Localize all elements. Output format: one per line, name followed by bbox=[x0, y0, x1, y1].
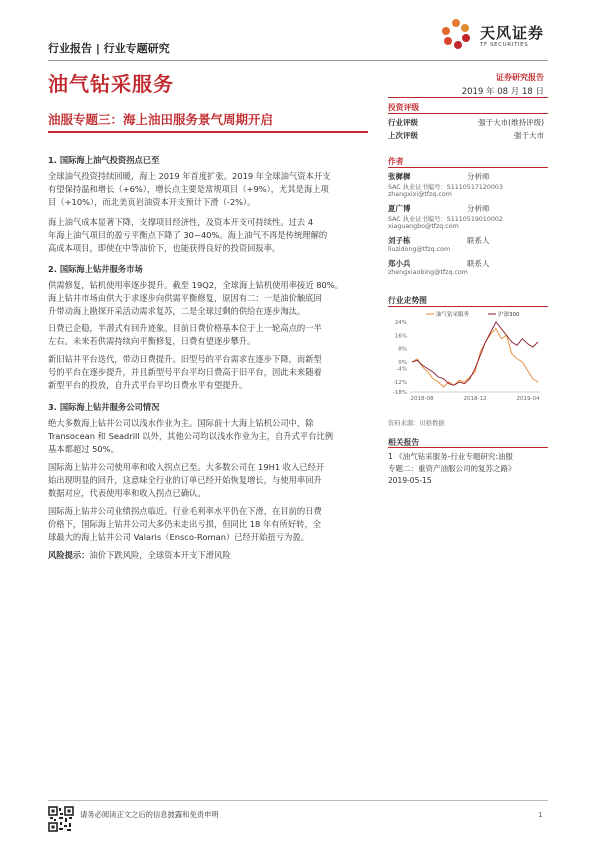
text-line: 价格下，国际海上钻井公司大多仍未走出亏损，但同比 18 年有所好转，全 bbox=[48, 519, 322, 530]
rating-label: 行业评级 bbox=[388, 118, 418, 127]
text-line: 全球油气投资持续回暖，海上 2019 年首度扩张。2019 年全球油气资本开支 bbox=[48, 171, 331, 181]
legend-label: 沪深300 bbox=[498, 312, 520, 318]
author-title: 联系人 bbox=[467, 236, 490, 245]
previous-rating-label: 上次评级 bbox=[388, 131, 418, 140]
text-line: 年海上油气项目的盈亏平衡点下降了 30~40%。海上油气不再是传统理解的 bbox=[48, 230, 328, 241]
text-line: 始出现明显的回升，这意味全行业的订单已经开始恢复增长，与使用率回升 bbox=[48, 475, 322, 486]
author-email[interactable]: zhengxiaobing@tfzq.com bbox=[388, 269, 468, 276]
y-tick-label: 8% bbox=[398, 346, 407, 353]
risk-label: 风险提示： bbox=[48, 550, 90, 560]
text-line: 升带动海上勘探开采活动需求复苏，二是全球过剩的供给在逐步淘汰。 bbox=[48, 306, 306, 317]
text-line: 球最大的海上钻井公司 Valaris（Ensco-Roman）已经开始扭亏为盈。 bbox=[48, 532, 309, 543]
text-line: 海上油气成本显著下降，支撑项目经济性，及资本开支可持续性。过去 4 bbox=[48, 217, 314, 227]
industry-trend-chart bbox=[388, 308, 548, 408]
text-line: 号的平台在逐步提升，并且新型号平台平均日费高于旧平台，因此未来随着 bbox=[48, 367, 322, 378]
logo-name: 天风证券 bbox=[480, 24, 545, 42]
text-line: 国际海上钻井公司使用率和收入拐点已至。大多数公司在 19H1 收入已经开 bbox=[48, 462, 325, 472]
related-line: 专题二：重资产油服公司的复苏之路》 bbox=[388, 464, 516, 473]
section-3-paragraph-2 bbox=[48, 461, 373, 501]
section-2-paragraph-1 bbox=[48, 279, 373, 319]
section-3-paragraph-3 bbox=[48, 505, 373, 545]
date-divider bbox=[388, 97, 548, 98]
x-tick-label: 2018-08 bbox=[410, 396, 434, 402]
qr-code-icon bbox=[48, 806, 74, 832]
text-line: 有望保持温和增长（+6%），增长点主要是常规项目（+9%），尤其是海上项 bbox=[48, 184, 329, 195]
y-tick-label: -12% bbox=[392, 380, 407, 386]
section-heading-2: 2. 国际海上钻井服务市场 bbox=[48, 264, 143, 274]
report-subtitle: 油服专题三：海上油田服务景气周期开启 bbox=[48, 112, 274, 127]
author-sac: SAC 执业证书编号：S1110519010002 bbox=[388, 216, 503, 223]
text-line: 海上钻井市场由供大于求逐步向供需平衡修复，原因有二：一是油价触底回 bbox=[48, 293, 322, 304]
x-tick-label: 2019-04 bbox=[516, 396, 540, 402]
text-line: 目（+10%），而北美页岩油资本开支预计下滑（-2%）。 bbox=[48, 197, 256, 208]
legend-label: 油气钻采服务 bbox=[436, 312, 470, 318]
x-tick-label: 2018-12 bbox=[463, 396, 487, 402]
title-underline bbox=[48, 131, 368, 133]
series-line bbox=[412, 329, 538, 387]
previous-rating-value: 强于大市 bbox=[514, 131, 544, 140]
text-line: 新型平台的投放，自升式平台平均日费水平有望提升。 bbox=[48, 380, 248, 391]
footer-divider bbox=[48, 800, 548, 801]
section-heading-3: 3. 国际海上钻井服务公司情况 bbox=[48, 402, 160, 412]
section-1-paragraph-2 bbox=[48, 216, 373, 256]
authors-divider bbox=[388, 167, 548, 168]
author-title: 分析师 bbox=[467, 172, 490, 181]
trend-divider bbox=[388, 306, 548, 307]
text-line: 高成本项目，即使在中等油价下，也能获得良好的投资回报率。 bbox=[48, 243, 281, 254]
text-line: 日费已企稳，半潜式有回升迹象。目前日费价格基本位于上一轮高点的一半 bbox=[48, 323, 322, 333]
rating-heading: 投资评级 bbox=[388, 103, 420, 112]
section-2-paragraph-3 bbox=[48, 353, 373, 393]
y-tick-label: 24% bbox=[394, 320, 407, 326]
report-category: 行业报告 | 行业专题研究 bbox=[48, 42, 170, 55]
author-email[interactable]: liuzidong@tfzq.com bbox=[388, 246, 451, 253]
y-tick-label: 16% bbox=[394, 333, 407, 340]
author-email[interactable]: xiaguangbo@tfzq.com bbox=[388, 223, 459, 230]
risk-warning bbox=[48, 549, 231, 561]
author-title: 分析师 bbox=[467, 204, 490, 213]
chart-source: 资料来源：贝格数据 bbox=[388, 420, 445, 427]
text-line: Transocean 和 Seadrill 以外，其他公司均以浅水作业为主，自升式平台比例 bbox=[48, 431, 334, 442]
trend-heading: 行业走势图 bbox=[388, 296, 427, 305]
related-line: 1 《油气钻采服务-行业专题研究:油服 bbox=[388, 452, 513, 461]
risk-text: 油价下跌风险，全球资本开支下滑风险 bbox=[89, 550, 231, 560]
author-title: 联系人 bbox=[467, 259, 490, 268]
section-1-paragraph-1 bbox=[48, 170, 373, 210]
related-report-link[interactable] bbox=[388, 451, 516, 487]
related-divider bbox=[388, 447, 548, 448]
author-name: 张樨樨 bbox=[388, 172, 411, 181]
y-tick-label: -18% bbox=[392, 390, 407, 396]
rating-divider bbox=[388, 113, 548, 114]
y-tick-label: 0% bbox=[398, 360, 407, 366]
report-type: 证券研究报告 bbox=[496, 73, 544, 82]
author-name: 郑小兵 bbox=[388, 259, 411, 268]
related-heading: 相关报告 bbox=[388, 438, 420, 447]
report-date: 2019 年 08 月 18 日 bbox=[461, 87, 544, 97]
text-line: 供需修复，钻机使用率逐步提升。截至 19Q2，全球海上钻机使用率接近 80%。 bbox=[48, 280, 343, 290]
text-line: 数据对应，代表使用率和收入拐点已确认。 bbox=[48, 488, 206, 499]
author-sac: SAC 执业证书编号：S1110517120003 bbox=[388, 184, 503, 191]
logo-subtitle: TF SECURITIES bbox=[480, 42, 529, 48]
author-name: 夏广博 bbox=[388, 204, 411, 213]
text-line: 国际海上钻井公司业绩拐点临近。行业毛利率水平仍在下滑，在目前的日费 bbox=[48, 506, 322, 516]
authors-heading: 作者 bbox=[388, 157, 404, 166]
related-date: 2019-05-15 bbox=[388, 476, 432, 485]
section-heading-1: 1. 国际海上油气投资拐点已至 bbox=[48, 155, 160, 165]
author-email[interactable]: zhangxixi@tfzq.com bbox=[388, 191, 452, 198]
section-2-paragraph-2 bbox=[48, 322, 373, 348]
page-number: 1 bbox=[538, 810, 543, 819]
rating-value: 强于大市(维持评级) bbox=[478, 118, 544, 127]
y-tick-label: -4% bbox=[396, 366, 407, 373]
text-line: 左右。未来若供需持续向平衡修复，日费有望逐步攀升。 bbox=[48, 336, 256, 347]
author-name: 刘子栋 bbox=[388, 236, 411, 245]
section-3-paragraph-1 bbox=[48, 417, 373, 457]
footer-disclaimer: 请务必阅读正文之后的信息披露和免责申明 bbox=[80, 810, 219, 819]
text-line: 绝大多数海上钻井公司以浅水作业为主。国际前十大海上钻机公司中，除 bbox=[48, 418, 314, 428]
text-line: 基本都超过 50%。 bbox=[48, 444, 119, 455]
text-line: 新旧钻井平台迭代，带动日费提升。旧型号的平台需求在逐步下降，而新型 bbox=[48, 354, 322, 364]
page-title: 油气钻采服务 bbox=[48, 72, 174, 96]
header-divider bbox=[48, 60, 548, 61]
